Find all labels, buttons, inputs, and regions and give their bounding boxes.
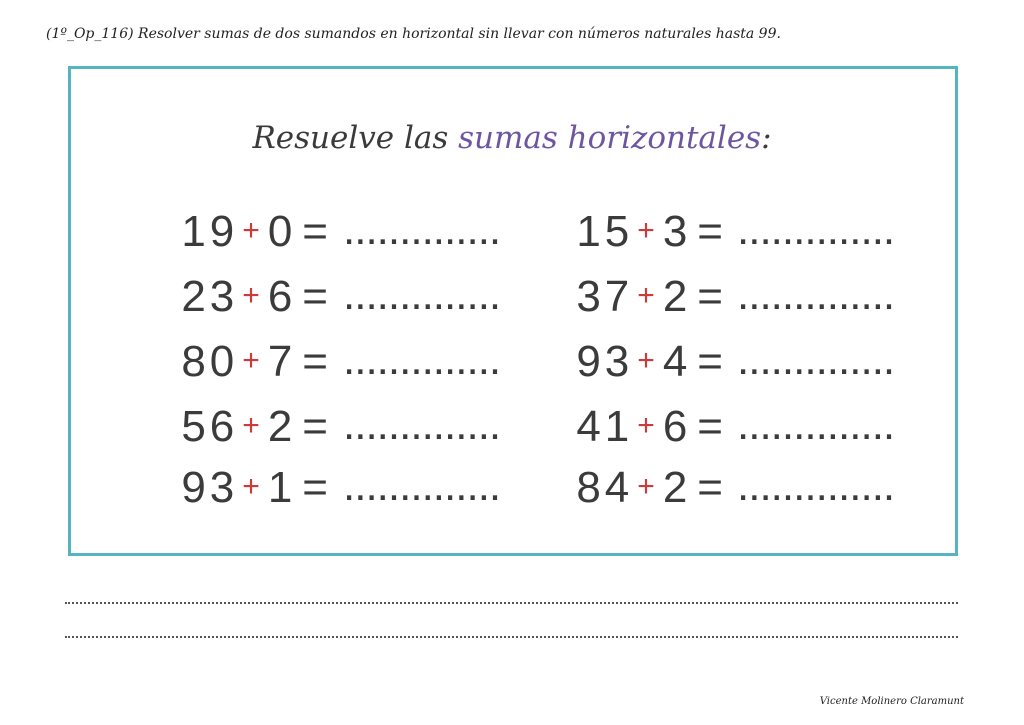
equals-sign: = bbox=[697, 463, 727, 512]
sum-expression bbox=[576, 337, 727, 387]
addend-b: 6 bbox=[267, 272, 297, 321]
addend-a: 37 bbox=[576, 272, 634, 321]
addend-a: 15 bbox=[576, 207, 634, 256]
addend-b: 2 bbox=[662, 272, 692, 321]
equals-sign: = bbox=[697, 272, 727, 321]
worksheet-header: (1º_Op_116) Resolver sumas de dos sumandos en horizontal sin llevar con números naturales hasta 99. bbox=[46, 26, 781, 42]
title-prefix: Resuelve las bbox=[252, 120, 459, 156]
answer-blank[interactable]: .............. bbox=[737, 205, 895, 254]
addend-a: 80 bbox=[181, 337, 239, 386]
title-suffix: : bbox=[761, 120, 772, 156]
plus-sign: + bbox=[242, 279, 264, 312]
equals-sign: = bbox=[302, 402, 332, 451]
equals-sign: = bbox=[697, 402, 727, 451]
plus-sign: + bbox=[242, 214, 264, 247]
addend-a: 84 bbox=[576, 463, 634, 512]
answer-blank[interactable]: .............. bbox=[737, 335, 895, 384]
sum-row bbox=[0, 337, 727, 387]
addend-b: 6 bbox=[662, 402, 692, 451]
sum-expression bbox=[576, 463, 727, 513]
equals-sign: = bbox=[697, 337, 727, 386]
addend-b: 1 bbox=[267, 463, 297, 512]
plus-sign: + bbox=[637, 214, 659, 247]
equals-sign: = bbox=[697, 207, 727, 256]
sum-row bbox=[0, 463, 727, 513]
title-accent: sumas horizontales bbox=[458, 120, 762, 156]
equals-sign: = bbox=[302, 337, 332, 386]
sum-row bbox=[0, 402, 727, 452]
answer-blank[interactable]: .............. bbox=[343, 205, 501, 254]
equals-sign: = bbox=[302, 207, 332, 256]
addend-a: 93 bbox=[576, 337, 634, 386]
plus-sign: + bbox=[242, 344, 264, 377]
answer-blank[interactable]: .............. bbox=[343, 400, 501, 449]
sum-row bbox=[0, 207, 727, 257]
addend-a: 93 bbox=[181, 463, 239, 512]
addend-b: 7 bbox=[267, 337, 297, 386]
plus-sign: + bbox=[637, 470, 659, 503]
answer-blank[interactable]: .............. bbox=[343, 335, 501, 384]
addend-a: 23 bbox=[181, 272, 239, 321]
addend-b: 2 bbox=[267, 402, 297, 451]
exercise-title bbox=[0, 120, 1024, 156]
sum-expression bbox=[576, 402, 727, 452]
answer-line-1[interactable] bbox=[65, 602, 958, 604]
sum-expression bbox=[576, 207, 727, 257]
addend-b: 3 bbox=[662, 207, 692, 256]
addend-b: 0 bbox=[267, 207, 297, 256]
answer-blank[interactable]: .............. bbox=[343, 270, 501, 319]
addend-a: 41 bbox=[576, 402, 634, 451]
plus-sign: + bbox=[637, 279, 659, 312]
equals-sign: = bbox=[302, 272, 332, 321]
equals-sign: = bbox=[302, 463, 332, 512]
plus-sign: + bbox=[242, 470, 264, 503]
answer-line-2[interactable] bbox=[65, 636, 958, 638]
plus-sign: + bbox=[242, 409, 264, 442]
answer-blank[interactable]: .............. bbox=[737, 461, 895, 510]
plus-sign: + bbox=[637, 409, 659, 442]
answer-blank[interactable]: .............. bbox=[737, 270, 895, 319]
addend-a: 19 bbox=[181, 207, 239, 256]
answer-blank[interactable]: .............. bbox=[737, 400, 895, 449]
sum-expression bbox=[576, 272, 727, 322]
answer-blank[interactable]: .............. bbox=[343, 461, 501, 510]
addend-b: 4 bbox=[662, 337, 692, 386]
plus-sign: + bbox=[637, 344, 659, 377]
addend-a: 56 bbox=[181, 402, 239, 451]
author-signature: Vicente Molinero Claramunt bbox=[819, 696, 964, 707]
addend-b: 2 bbox=[662, 463, 692, 512]
sum-row bbox=[0, 272, 727, 322]
